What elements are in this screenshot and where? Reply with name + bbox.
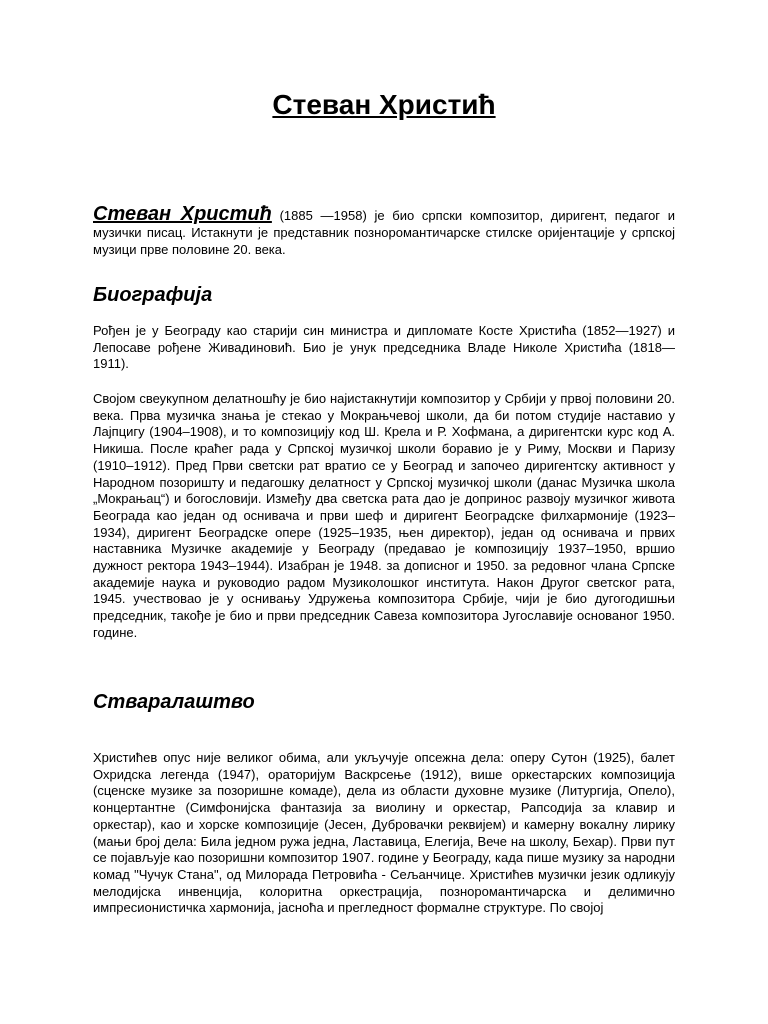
intro-name: Стеван Христић [93,203,272,225]
page-title: Стеван Христић [272,89,496,120]
intro-text: (1885 —1958) је био српски композитор, диригент, педагог и музички писац. Истакнути је представник позноромантичарске стилске оријентације у српској музици прве половине 20. века. [93,208,675,257]
section-heading-works: Стваралаштво [93,691,255,713]
section-heading-biography: Биографија [93,284,213,306]
works-paragraph-1: Христићев опус није великог обима, али укључује опсежна дела: оперу Сутон (1925), балет Охридска легенда (1947), ораторијум Васкрсење (1912), више оркестарских композиција (сценске музике за позоришне комаде), дела из области духовне музике (Литургија, Опело), концертантне (Симфонијска фантазија за виолину и оркестар, Рапсодија за клавир и оркестар), као и хорске композиције (Јесен, Дубровачки реквијем) и камерну вокалну лирику (мањи број дела: Била једном ружа једна, Ластавица, Елегија, Вече на школу, Бехар). Први пут се појављује као позоришни композитор 1907. године у Београду, када пише музику за народни комад "Чучук Стана", од Милорада Петровића - Сељанчице. Христићев музички језик одликују мелодијска инвенција, колоритна оркестрација, позноромантичарска и делимично импресионистичка хармонија, јасноћа и прегледност формалне структуре. По својој [93,750,675,916]
intro-paragraph [93,203,675,258]
biography-paragraph-2: Својом свеукупном делатношћу је био најистакнутији композитор у Србији у првој половини 20. века. Прва музичка знања је стекао у Мокрањчевој школи, да би потом студије наставио у Лајпцигу (1904–1908), и то композицију код Ш. Крела и Р. Хофмана, а диригентски курс код А. Никиша. После краћег рада у Српској музичкој школи боравио је у Риму, Москви и Паризу (1910–1912). Пред Први светски рат вратио се у Београд и започео диригентску активност у Народном позоришту и педагошку делатност у Српској музичкој школи (данас Музичка школа „Мокрањац“) и богословији. Између два светска рата дао је допринос развоју музичког живота Београда као један од оснивача и први шеф и диригент Београдске филхармоније (1923–1934), диригент Београдске опере (1925–1935, њен директор), један од оснивача и првих наставника Музичке академије у Београду (предавао је композицију 1937–1950, вршио дужност ректора 1943–1944). Изабран је 1948. за дописног и 1950. за редовног члана Српске академије наука и руководио радом Музиколошког института. Након Другог светског рата, 1945. учествовао је у оснивању Удружења композитора Србије, чији је био дугогодишњи председник, такође је био и први председник Савеза композитора Југославије основаног 1950. године. [93,391,675,640]
biography-paragraph-1: Рођен је у Београду као старији син министра и дипломате Косте Христића (1852—1927) и Лепосаве рођене Живадиновић. Био је унук председника Владе Николе Христића (1818—1911). [93,323,675,372]
